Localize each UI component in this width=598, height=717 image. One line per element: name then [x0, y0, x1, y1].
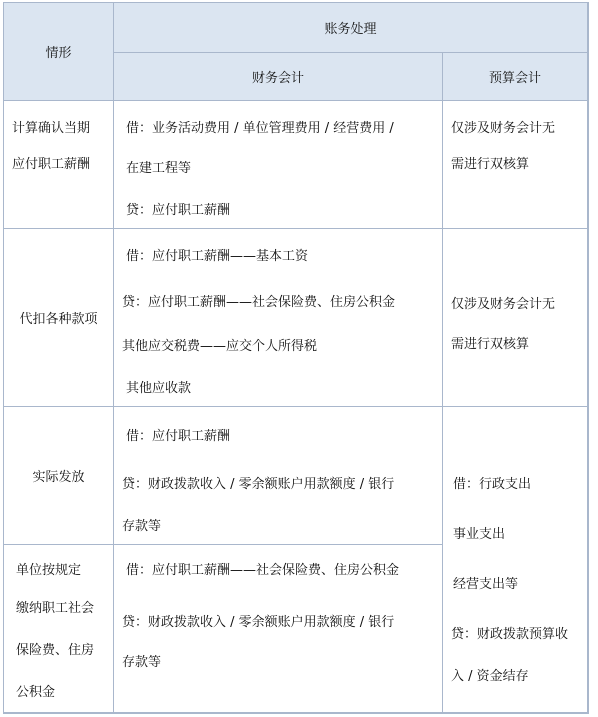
row-4-financial-line-3: 存款等 — [122, 655, 162, 670]
row-4-situation-line-3: 保险费、住房 — [16, 643, 95, 658]
accounting-table — [3, 2, 589, 714]
row-2-budget — [443, 229, 588, 407]
row-4-situation-line-4: 公积金 — [16, 685, 56, 700]
row-2-budget-line-2: 需进行双核算 — [451, 337, 530, 352]
header-financial-accounting-label: 财务会计 — [251, 71, 304, 86]
row-1-situation-line-1: 计算确认当期 — [12, 121, 91, 136]
header-situation-label: 情形 — [45, 46, 72, 61]
row-1-financial-line-3: 贷：应付职工薪酬 — [126, 203, 231, 218]
row-1-budget — [443, 101, 588, 229]
row-4-financial — [114, 545, 443, 713]
header-budget-accounting-label: 预算会计 — [488, 71, 541, 86]
row-4-financial-line-2: 贷：财政拨款收入 / 零余额账户用款额度 / 银行 — [122, 615, 395, 630]
merged-budget-line-2: 事业支出 — [453, 527, 506, 542]
row-2-financial — [114, 229, 443, 407]
header-accounting-treatment — [114, 3, 588, 53]
row-3-financial-line-3: 存款等 — [122, 519, 162, 534]
row-3-financial-line-1: 借：应付职工薪酬 — [126, 429, 231, 444]
row-1-situation — [4, 101, 114, 229]
row-3-financial — [114, 407, 443, 545]
row-4-situation-line-2: 缴纳职工社会 — [16, 601, 95, 616]
header-financial-accounting — [114, 53, 443, 101]
row-3-situation-line-1: 实际发放 — [32, 470, 85, 485]
header-accounting-treatment-label: 账务处理 — [324, 22, 377, 37]
header-situation — [4, 3, 114, 101]
row-1-financial-line-2: 在建工程等 — [126, 161, 192, 176]
row-2-budget-line-1: 仅涉及财务会计无 — [451, 297, 556, 312]
row-2-situation-line-1: 代扣各种款项 — [19, 312, 98, 327]
merged-budget-line-3: 经营支出等 — [453, 577, 519, 592]
row-1-budget-line-1: 仅涉及财务会计无 — [451, 121, 556, 136]
merged-budget-line-4: 贷：财政拨款预算收 — [451, 627, 569, 642]
row-1-situation-line-2: 应付职工薪酬 — [12, 157, 91, 172]
row-3-financial-line-2: 贷：财政拨款收入 / 零余额账户用款额度 / 银行 — [122, 477, 395, 492]
rows-3-4-budget — [443, 407, 588, 713]
row-2-financial-line-1: 借：应付职工薪酬——基本工资 — [126, 249, 309, 264]
row-4-financial-line-1: 借：应付职工薪酬——社会保险费、住房公积金 — [126, 563, 400, 578]
row-2-financial-line-4: 其他应收款 — [126, 381, 192, 396]
row-4-situation — [4, 545, 114, 713]
row-1-financial — [114, 101, 443, 229]
merged-budget-line-5: 入 / 资金结存 — [451, 669, 529, 684]
row-1-financial-line-1: 借：业务活动费用 / 单位管理费用 / 经营费用 / — [126, 121, 394, 136]
header-budget-accounting — [443, 53, 588, 101]
merged-budget-line-1: 借：行政支出 — [453, 477, 532, 492]
row-2-situation — [4, 229, 114, 407]
row-4-situation-line-1: 单位按规定 — [16, 563, 82, 578]
row-1-budget-line-2: 需进行双核算 — [451, 157, 530, 172]
row-2-financial-line-3: 其他应交税费——应交个人所得税 — [122, 339, 318, 354]
row-3-situation — [4, 407, 114, 545]
row-2-financial-line-2: 贷：应付职工薪酬——社会保险费、住房公积金 — [122, 295, 396, 310]
